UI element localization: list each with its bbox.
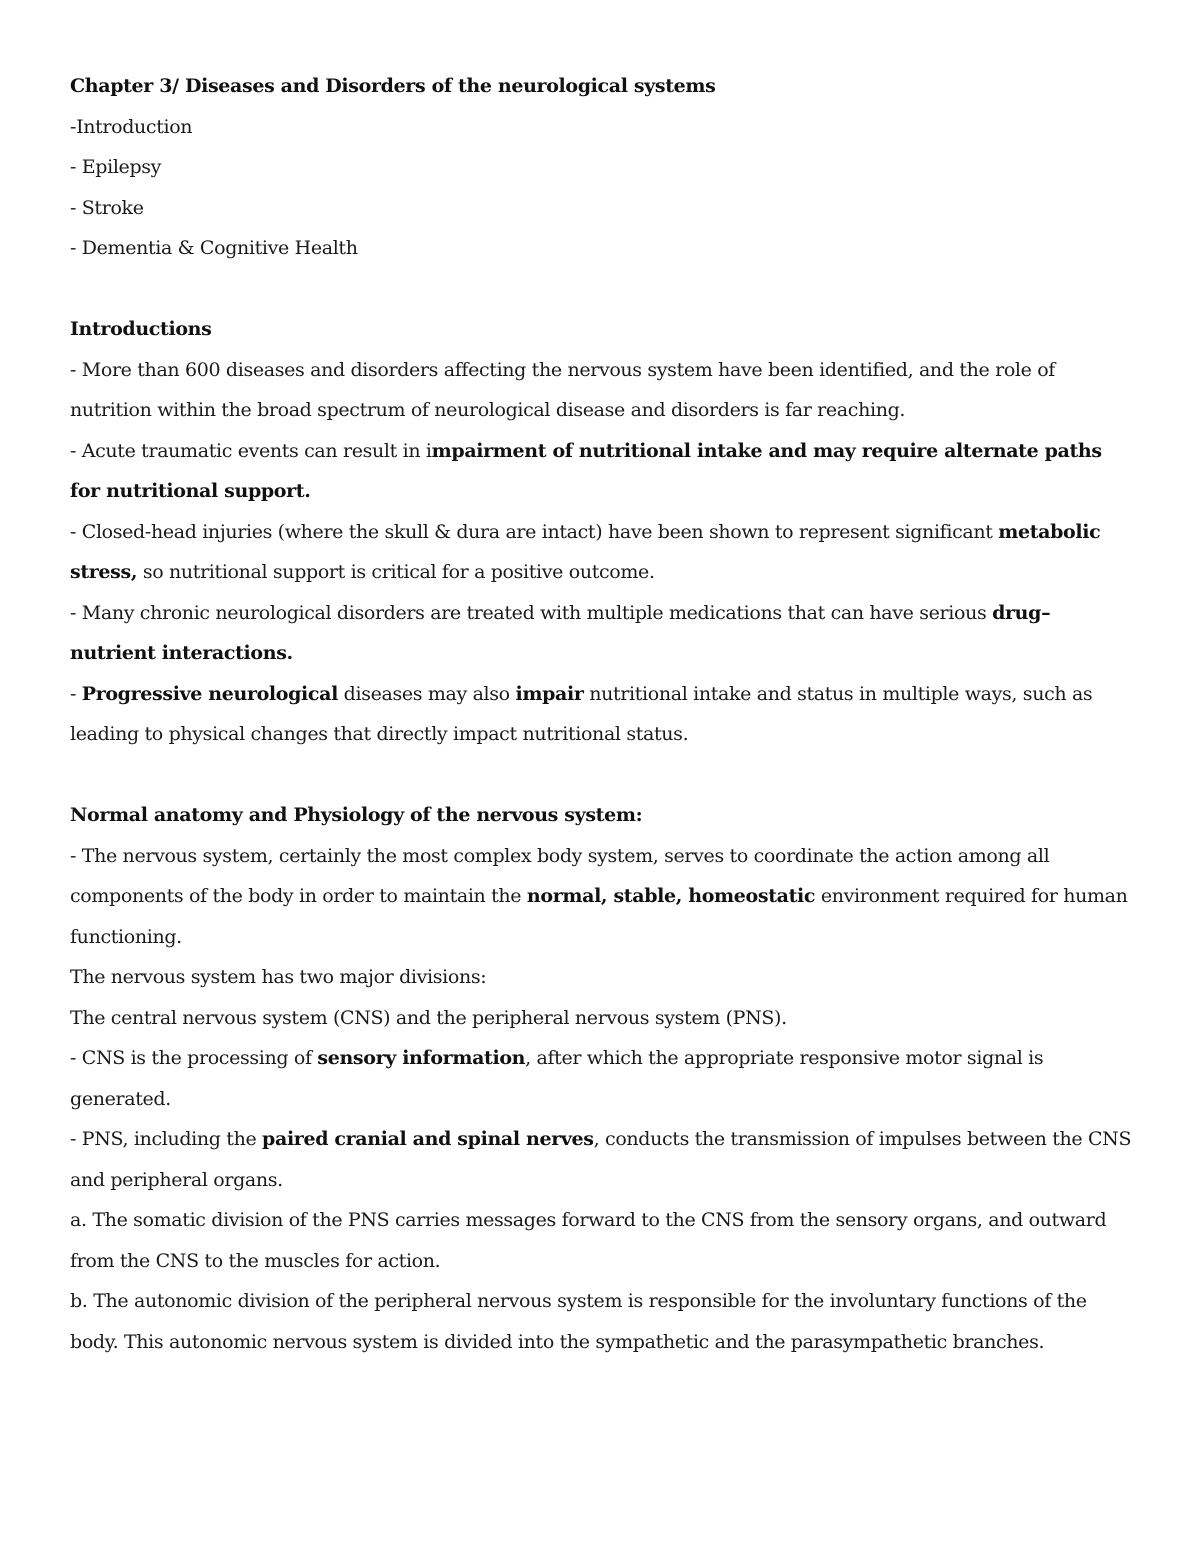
spacer [70,269,1135,310]
section-heading-introductions: Introductions [70,318,212,340]
toc-item-epilepsy: - Epilepsy [70,156,162,178]
anatomy-paragraph-7: b. The autonomic division of the peripheral nervous system is responsible for the involuntary functions of the body. This autonomic nervous system is divided into the sympathetic and the parasympathetic branches. [70,1290,1087,1353]
toc-item-dementia: - Dementia & Cognitive Health [70,237,358,259]
section-heading-anatomy: Normal anatomy and Physiology of the nervous system: [70,804,643,826]
intro-paragraph-5: - Progressive neurological diseases may also impair nutritional intake and status in multiple ways, such as leading to physical changes that directly impact nutritional status. [70,682,1093,745]
document-page [70,66,1135,1362]
chapter-title: Chapter 3/ Diseases and Disorders of the neurological systems [70,75,716,97]
spacer [70,755,1135,796]
anatomy-paragraph-6: a. The somatic division of the PNS carries messages forward to the CNS from the sensory organs, and outward from the CNS to the muscles for action. [70,1209,1107,1272]
intro-paragraph-2: - Acute traumatic events can result in impairment of nutritional intake and may require alternate paths for nutritional support. [70,439,1102,502]
anatomy-paragraph-4: - CNS is the processing of sensory information, after which the appropriate responsive motor signal is generated. [70,1047,1044,1110]
intro-paragraph-4: - Many chronic neurological disorders are treated with multiple medications that can have serious drug–nutrient interactions. [70,601,1051,664]
intro-paragraph-1: - More than 600 diseases and disorders affecting the nervous system have been identified, and the role of nutrition within the broad spectrum of neurological disease and disorders is far reaching. [70,358,1055,421]
anatomy-paragraph-2: The nervous system has two major divisions: [70,966,487,988]
anatomy-paragraph-5: - PNS, including the paired cranial and spinal nerves, conducts the transmission of impulses between the CNS and peripheral organs. [70,1128,1132,1191]
intro-paragraph-3: - Closed-head injuries (where the skull & dura are intact) have been shown to represent significant metabolic stress, so nutritional support is critical for a positive outcome. [70,520,1101,583]
anatomy-paragraph-1: - The nervous system, certainly the most complex body system, serves to coordinate the action among all components of the body in order to maintain the normal, stable, homeostatic environment required for human functioning. [70,844,1128,948]
anatomy-paragraph-3: The central nervous system (CNS) and the peripheral nervous system (PNS). [70,1006,787,1029]
toc-item-stroke: - Stroke [70,196,144,219]
toc-item-introduction: -Introduction [70,115,193,138]
